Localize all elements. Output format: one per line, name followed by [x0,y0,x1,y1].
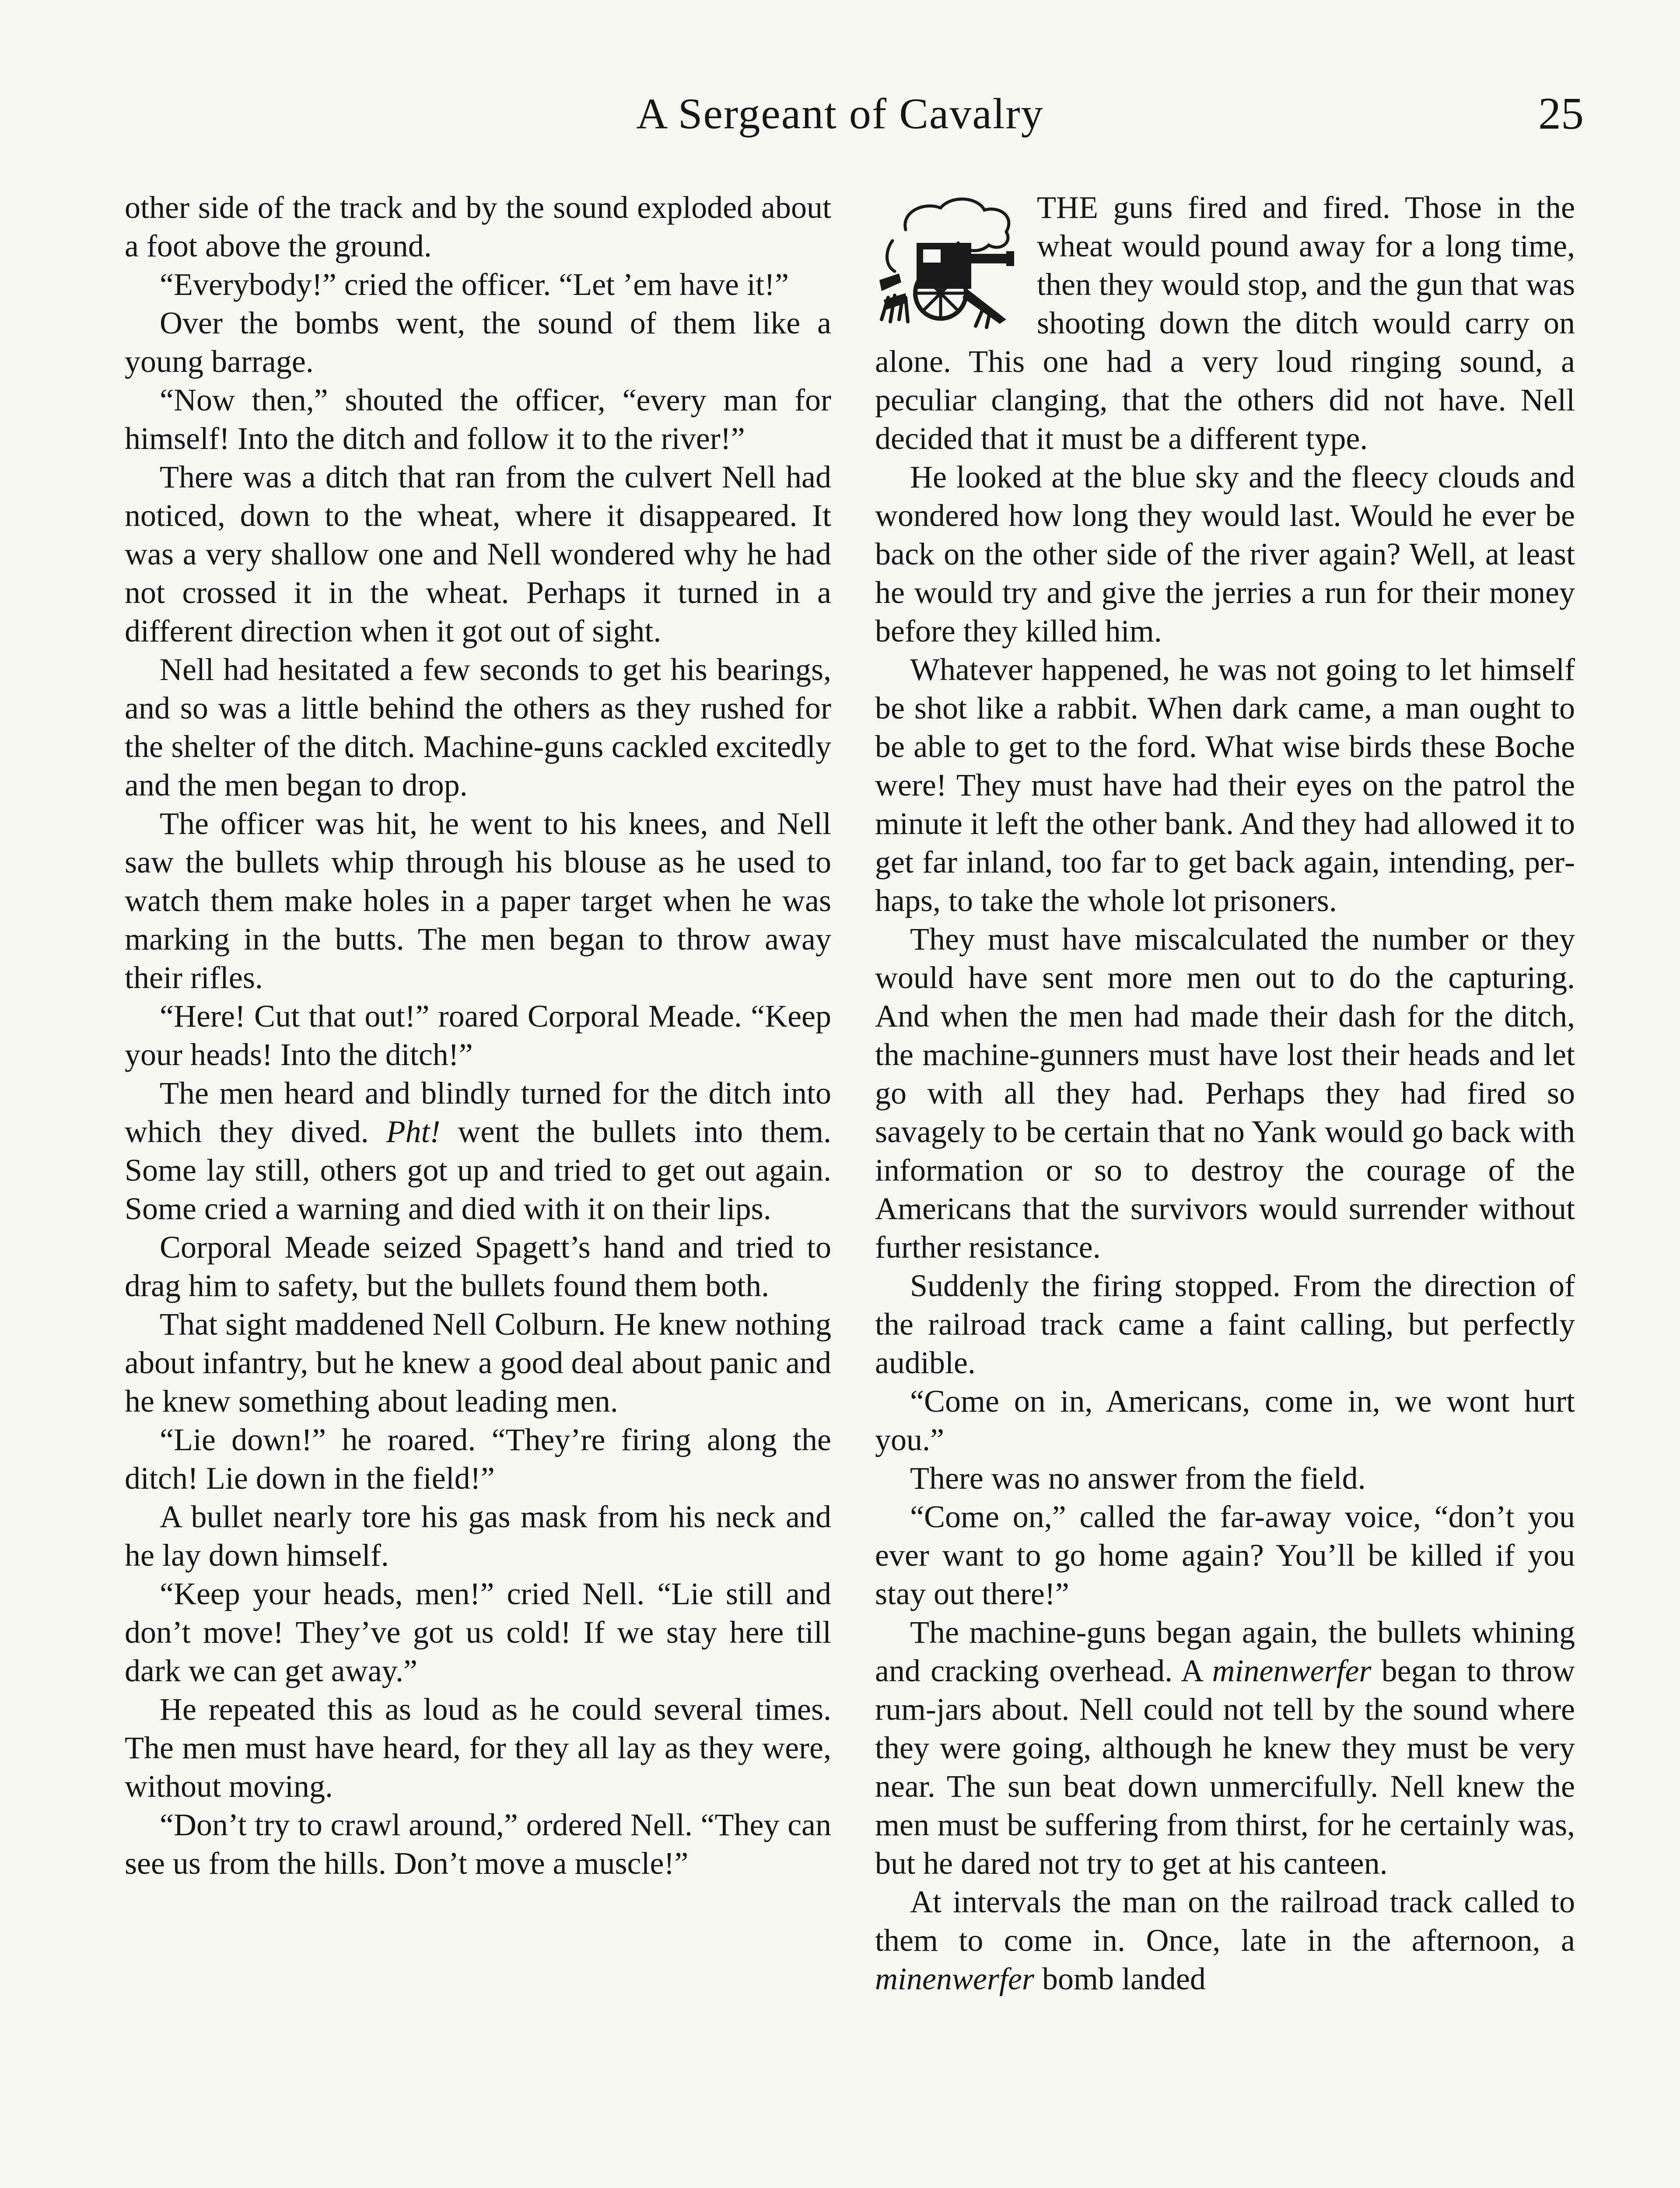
paragraph: “Here! Cut that out!” roared Corporal Meade. “Keep your heads! Into the ditch!” [125,999,831,1072]
paragraph: That sight maddened Nell Colburn. He knew nothing about infantry, but he knew a good deal about panic and he knew something about leading men. [125,1307,831,1419]
paragraph: “Keep your heads, men!” cried Nell. “Lie still and don’t move! They’ve got us cold! If we stay here till dark we can get away.” [125,1576,831,1688]
paragraph: There was a ditch that ran from the culvert Nell had noticed, down to the wheat, where it disappeared. It was a very shallow one and Nell wondered why he had not crossed it in the wheat. Perhaps it turned in a different direction when it got out of sight. [125,459,831,649]
text-run: At intervals the man on the railroad track called to them to come in. Once, late in the afternoon, a [875,1884,1575,1958]
italic-text: Pht! [386,1114,441,1149]
italic-text: minenwerfer [1212,1653,1372,1688]
paragraph: other side of the track and by the sound exploded about a foot above the ground. [125,190,831,263]
text-run: began to throw rum-jars about. Nell could not tell by the sound where they were going, although he knew they must be very near. The sun beat down unmercifully. Nell knew the men must be suffering from thirst, for he certainly was, but he dared not try to get at his canteen. [875,1653,1575,1881]
italic-text: minenwerfer [875,1961,1034,1996]
paragraph: Corporal Meade seized Spagett’s hand and tried to drag him to safety, but the bullets found them both. [125,1230,831,1303]
text-run: The machine-guns began again, the bullets whining and cracking overhead. A [875,1615,1575,1688]
text-run: went the bullets into them. Some lay still, others got up and tried to get out again. Some cried a warning and died with it on their lips. [125,1114,831,1226]
field-gun-vignette-icon [875,188,1028,333]
paragraph: Whatever happened, he was not going to let himself be shot like a rabbit. When dark came, a man ought to be able to get to the ford. What wise birds these Boche were! They must have had their eyes on the patrol the minute it left the other bank. And they had allowed it to get far inland, too far to get back again, intending, perhaps, to take the whole lot prisoners. [875,652,1575,918]
paragraph [875,1613,1575,1883]
paragraph: The officer was hit, he went to his knees, and Nell saw the bullets whip through his blouse as he used to watch them make holes in a paper target when he was marking in the butts. The men began to throw away their rifles. [125,806,831,995]
running-title: A Sergeant of Cavalry [636,89,1044,138]
paragraph: Suddenly the firing stopped. From the direction of the railroad track came a faint calling, but perfectly audible. [875,1268,1575,1380]
paragraph: He repeated this as loud as he could several times. The men must have heard, for they all lay as they were, without moving. [125,1692,831,1804]
paragraph: They must have miscalculated the number or they would have sent more men out to do the capturing. And when the men had made their dash for the ditch, the machine-gunners must have lost their heads and let go with all they had. Perhaps they had fired so savagely to be certain that no Yank would go back with information or so to destroy the courage of the Americans that the survivors would surrender without further resistance. [875,922,1575,1265]
paragraph [125,1074,831,1228]
paragraph: “Everybody!” cried the officer. “Let ’em have it!” [160,267,789,302]
paragraph: He looked at the blue sky and the fleecy clouds and wondered how long they would last. Would he ever be back on the other side of the river again? Well, at least he would try and give the jerries a run for their money before they killed him. [875,459,1575,649]
paragraph: Over the bombs went, the sound of them like a young barrage. [125,305,831,379]
text-run: bomb landed [1034,1961,1206,1996]
paragraph: “Come on,” called the far-away voice, “don’t you ever want to go home again? You’ll be killed if you stay out there!” [875,1499,1575,1611]
paragraph: THE guns fired and fired. Those in the wheat would pound away for a long time, then they would stop, and the gun that was shooting down the ditch would carry on alone. This one had a very loud ringing sound, a peculiar clanging, that the others did not have. Nell decided that it must be a different type. [875,190,1575,456]
text-run: The men heard and blindly turned for the ditch into which they dived. [125,1076,831,1149]
page-number: 25 [1538,88,1584,139]
right-column [875,188,1575,1998]
paragraph [875,1883,1575,1998]
paragraph: “Lie down!” he roared. “They’re firing along the ditch! Lie down in the field!” [125,1422,831,1496]
paragraph: A bullet nearly tore his gas mask from his neck and he lay down himself. [125,1499,831,1573]
paragraph: “Now then,” shouted the officer, “every man for himself! Into the ditch and follow it to the river!” [125,382,831,456]
paragraph: “Don’t try to crawl around,” ordered Nell. “They can see us from the hills. Don’t move a muscle!” [125,1807,831,1881]
paragraph: “Come on in, Americans, come in, we wont hurt you.” [875,1384,1575,1457]
page-header [0,88,1680,140]
left-column [125,188,831,1883]
paragraph: There was no answer from the field. [910,1461,1366,1496]
paragraph: Nell had hesitated a few seconds to get his bearings, and so was a little behind the others as they rushed for the shelter of the ditch. Machine-guns cackled excitedly and the men began to drop. [125,652,831,803]
